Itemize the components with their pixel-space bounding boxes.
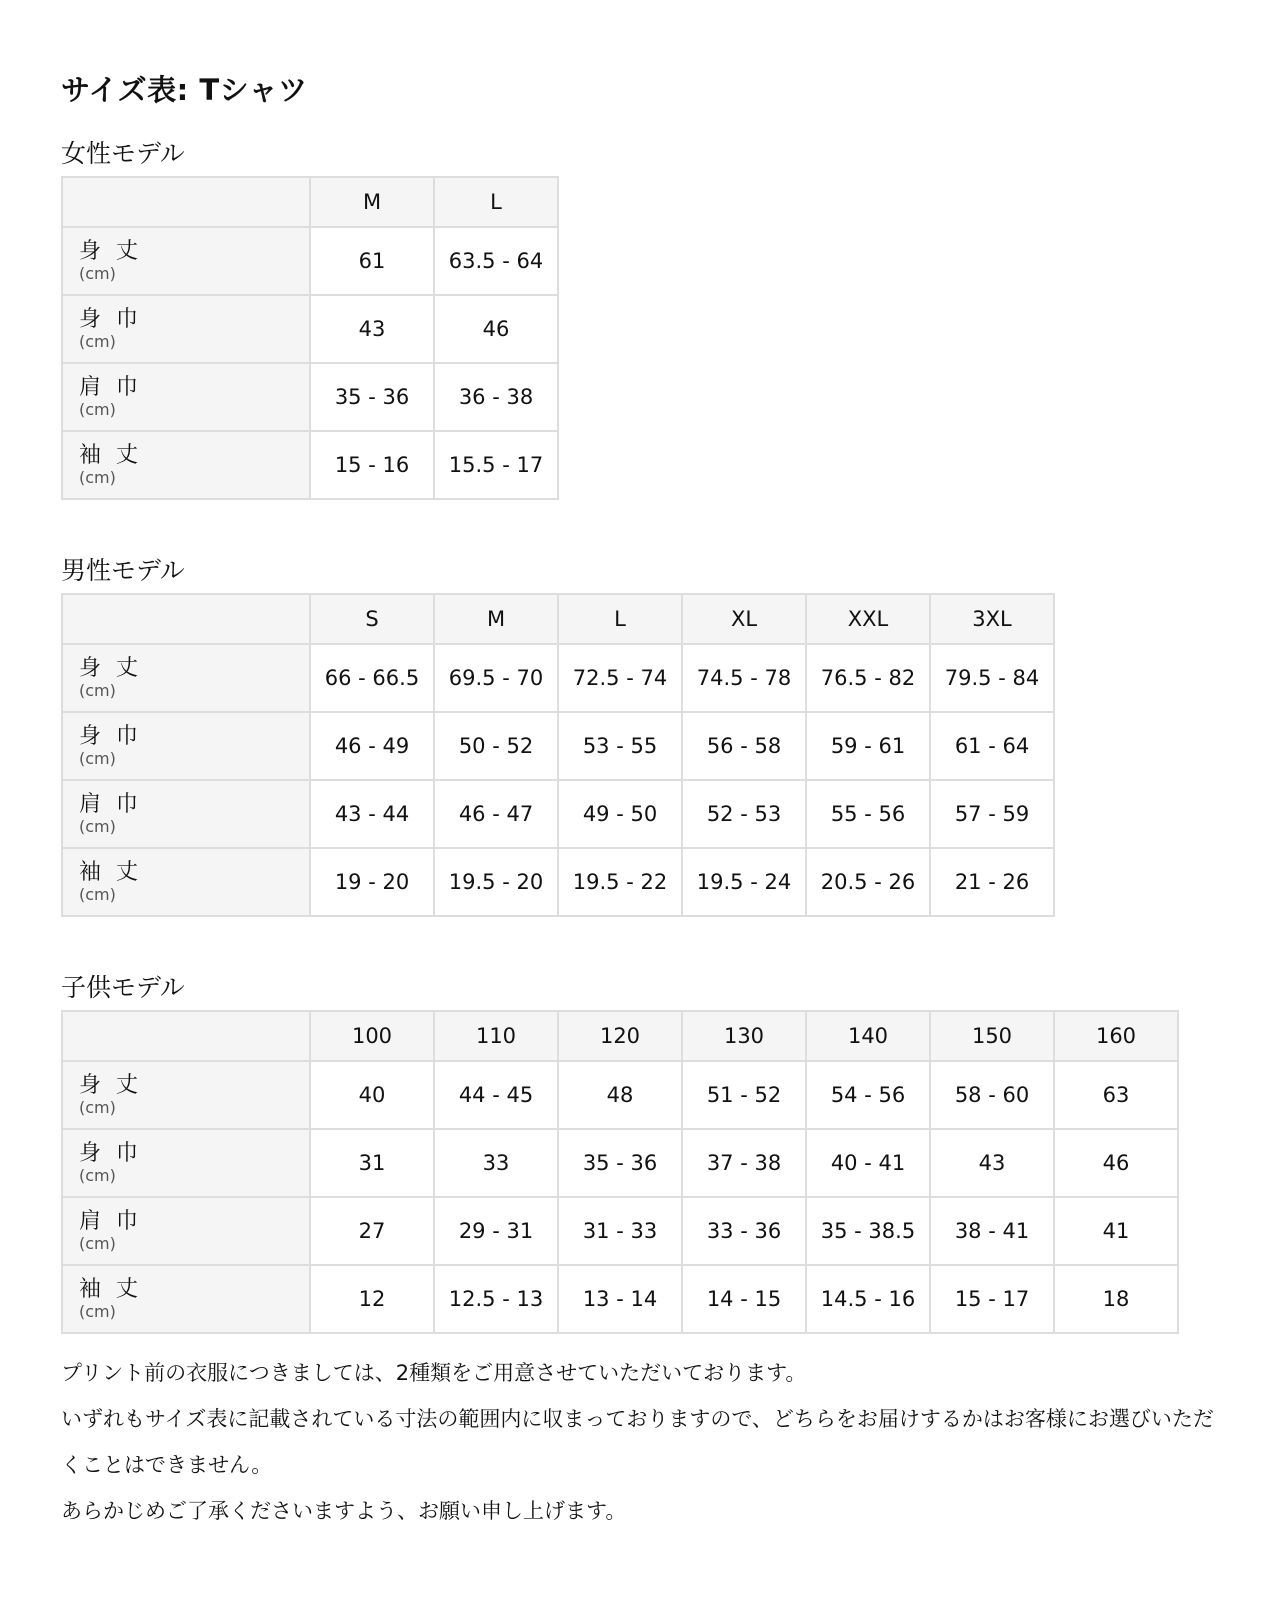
measurement-value-cell: 53 - 55	[558, 712, 682, 780]
measurement-label-cell	[62, 644, 310, 712]
size-header-cell: 140	[806, 1011, 930, 1061]
size-chart-page	[61, 70, 1221, 1534]
measurement-value-cell: 63	[1054, 1061, 1178, 1129]
measurement-value-cell: 19 - 20	[310, 848, 434, 916]
measurement-unit: (cm)	[79, 468, 116, 487]
size-header-cell: XXL	[806, 594, 930, 644]
measurement-unit: (cm)	[79, 885, 116, 904]
measurement-value-cell: 56 - 58	[682, 712, 806, 780]
measurement-unit: (cm)	[79, 400, 116, 419]
men-heading: 男性モデル	[61, 556, 185, 585]
measurement-value-cell: 72.5 - 74	[558, 644, 682, 712]
measurement-value-cell: 14.5 - 16	[806, 1265, 930, 1333]
measurement-value-cell: 41	[1054, 1197, 1178, 1265]
measurement-label-cell	[62, 1129, 310, 1197]
measurement-value-cell: 50 - 52	[434, 712, 558, 780]
header-row	[62, 177, 558, 227]
measurement-name: 身 巾	[79, 724, 142, 749]
measurement-value-cell: 38 - 41	[930, 1197, 1054, 1265]
measurement-value-cell: 19.5 - 20	[434, 848, 558, 916]
women-heading: 女性モデル	[61, 139, 185, 168]
measurement-value-cell: 49 - 50	[558, 780, 682, 848]
measurement-value-cell: 79.5 - 84	[930, 644, 1054, 712]
measurement-name: 袖 丈	[79, 1277, 142, 1302]
measurement-value-cell: 51 - 52	[682, 1061, 806, 1129]
measurement-name: 身 丈	[79, 656, 142, 681]
corner-cell	[62, 177, 310, 227]
table-row	[62, 363, 558, 431]
measurement-value-cell: 12	[310, 1265, 434, 1333]
table-row	[62, 848, 1054, 916]
measurement-value-cell: 61 - 64	[930, 712, 1054, 780]
measurement-value-cell: 18	[1054, 1265, 1178, 1333]
measurement-value-cell: 55 - 56	[806, 780, 930, 848]
measurement-value-cell: 20.5 - 26	[806, 848, 930, 916]
corner-cell	[62, 1011, 310, 1061]
measurement-label-cell	[62, 431, 310, 499]
page-title: サイズ表: Tシャツ	[61, 73, 308, 107]
measurement-label-cell	[62, 295, 310, 363]
measurement-value-cell: 15.5 - 17	[434, 431, 558, 499]
measurement-value-cell: 21 - 26	[930, 848, 1054, 916]
measurement-value-cell: 43 - 44	[310, 780, 434, 848]
measurement-value-cell: 31 - 33	[558, 1197, 682, 1265]
table-row	[62, 780, 1054, 848]
measurement-value-cell: 61	[310, 227, 434, 295]
measurement-value-cell: 15 - 16	[310, 431, 434, 499]
measurement-value-cell: 66 - 66.5	[310, 644, 434, 712]
measurement-value-cell: 40 - 41	[806, 1129, 930, 1197]
measurement-value-cell: 63.5 - 64	[434, 227, 558, 295]
measurement-unit: (cm)	[79, 264, 116, 283]
measurement-value-cell: 57 - 59	[930, 780, 1054, 848]
header-row	[62, 594, 1054, 644]
measurement-value-cell: 44 - 45	[434, 1061, 558, 1129]
measurement-label-cell	[62, 1265, 310, 1333]
measurement-value-cell: 33	[434, 1129, 558, 1197]
measurement-value-cell: 46 - 49	[310, 712, 434, 780]
measurement-value-cell: 46	[1054, 1129, 1178, 1197]
measurement-value-cell: 35 - 36	[558, 1129, 682, 1197]
measurement-value-cell: 43	[310, 295, 434, 363]
measurement-unit: (cm)	[79, 1098, 116, 1117]
measurement-value-cell: 36 - 38	[434, 363, 558, 431]
women-size-table	[61, 176, 559, 500]
measurement-value-cell: 52 - 53	[682, 780, 806, 848]
size-header-cell: M	[434, 594, 558, 644]
measurement-value-cell: 35 - 38.5	[806, 1197, 930, 1265]
measurement-value-cell: 29 - 31	[434, 1197, 558, 1265]
measurement-name: 身 丈	[79, 1073, 142, 1098]
measurement-value-cell: 59 - 61	[806, 712, 930, 780]
measurement-value-cell: 58 - 60	[930, 1061, 1054, 1129]
measurement-label-cell	[62, 363, 310, 431]
header-row	[62, 1011, 1178, 1061]
measurement-value-cell: 31	[310, 1129, 434, 1197]
note-line: あらかじめご了承くださいますよう、お願い申し上げます。	[61, 1499, 627, 1523]
table-row	[62, 1197, 1178, 1265]
size-header-cell: 120	[558, 1011, 682, 1061]
table-row	[62, 227, 558, 295]
measurement-unit: (cm)	[79, 681, 116, 700]
men-section	[61, 553, 1221, 917]
measurement-value-cell: 19.5 - 24	[682, 848, 806, 916]
measurement-name: 身 巾	[79, 1141, 142, 1166]
measurement-name: 肩 巾	[79, 1209, 142, 1234]
measurement-unit: (cm)	[79, 817, 116, 836]
size-header-cell: 100	[310, 1011, 434, 1061]
measurement-name: 袖 丈	[79, 443, 142, 468]
size-header-cell: L	[434, 177, 558, 227]
measurement-value-cell: 27	[310, 1197, 434, 1265]
measurement-name: 肩 巾	[79, 375, 142, 400]
measurement-value-cell: 19.5 - 22	[558, 848, 682, 916]
measurement-unit: (cm)	[79, 332, 116, 351]
measurement-value-cell: 37 - 38	[682, 1129, 806, 1197]
measurement-value-cell: 76.5 - 82	[806, 644, 930, 712]
measurement-label-cell	[62, 1061, 310, 1129]
table-row	[62, 431, 558, 499]
measurement-value-cell: 69.5 - 70	[434, 644, 558, 712]
measurement-value-cell: 48	[558, 1061, 682, 1129]
size-header-cell: L	[558, 594, 682, 644]
measurement-unit: (cm)	[79, 749, 116, 768]
measurement-value-cell: 15 - 17	[930, 1265, 1054, 1333]
measurement-unit: (cm)	[79, 1302, 116, 1321]
measurement-label-cell	[62, 712, 310, 780]
size-header-cell: 130	[682, 1011, 806, 1061]
measurement-name: 身 巾	[79, 307, 142, 332]
measurement-unit: (cm)	[79, 1234, 116, 1253]
size-header-cell: XL	[682, 594, 806, 644]
measurement-value-cell: 54 - 56	[806, 1061, 930, 1129]
table-row	[62, 295, 558, 363]
women-section	[61, 136, 1221, 500]
table-row	[62, 1061, 1178, 1129]
size-header-cell: 110	[434, 1011, 558, 1061]
kids-section	[61, 970, 1221, 1334]
note-line: プリント前の衣服につきましては、2種類をご用意させていただいております。	[61, 1361, 807, 1385]
size-header-cell: 150	[930, 1011, 1054, 1061]
notes	[61, 1350, 1221, 1534]
corner-cell	[62, 594, 310, 644]
measurement-name: 肩 巾	[79, 792, 142, 817]
measurement-value-cell: 46	[434, 295, 558, 363]
measurement-unit: (cm)	[79, 1166, 116, 1185]
measurement-value-cell: 74.5 - 78	[682, 644, 806, 712]
measurement-label-cell	[62, 780, 310, 848]
measurement-name: 身 丈	[79, 239, 142, 264]
measurement-label-cell	[62, 1197, 310, 1265]
table-row	[62, 1265, 1178, 1333]
measurement-value-cell: 13 - 14	[558, 1265, 682, 1333]
size-header-cell: M	[310, 177, 434, 227]
table-row	[62, 1129, 1178, 1197]
measurement-value-cell: 46 - 47	[434, 780, 558, 848]
measurement-value-cell: 33 - 36	[682, 1197, 806, 1265]
men-size-table	[61, 593, 1055, 917]
size-header-cell: S	[310, 594, 434, 644]
table-row	[62, 712, 1054, 780]
kids-heading: 子供モデル	[61, 973, 185, 1002]
kids-size-table	[61, 1010, 1179, 1334]
measurement-value-cell: 35 - 36	[310, 363, 434, 431]
size-header-cell: 160	[1054, 1011, 1178, 1061]
measurement-value-cell: 43	[930, 1129, 1054, 1197]
measurement-value-cell: 12.5 - 13	[434, 1265, 558, 1333]
measurement-value-cell: 40	[310, 1061, 434, 1129]
size-header-cell: 3XL	[930, 594, 1054, 644]
measurement-name: 袖 丈	[79, 860, 142, 885]
note-line: いずれもサイズ表に記載されている寸法の範囲内に収まっておりますので、どちらをお届けするかはお客様にお選びいただくことはできません。	[61, 1407, 1214, 1477]
table-row	[62, 644, 1054, 712]
measurement-value-cell: 14 - 15	[682, 1265, 806, 1333]
measurement-label-cell	[62, 848, 310, 916]
measurement-label-cell	[62, 227, 310, 295]
